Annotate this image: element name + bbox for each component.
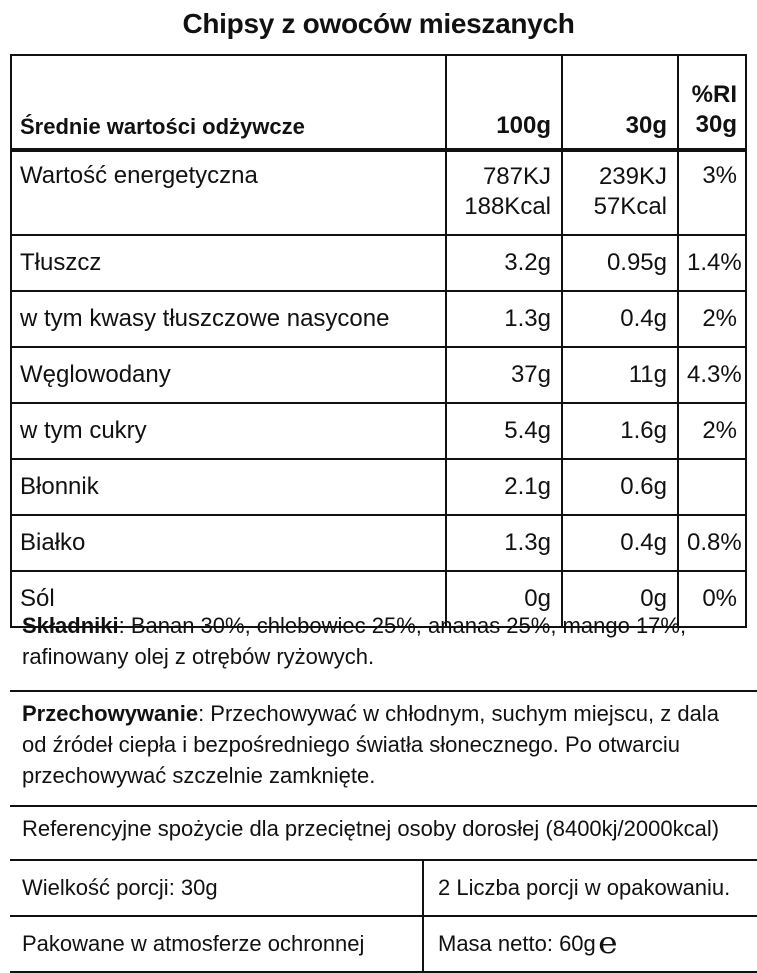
energy-per-100g-kcal: 188Kcal — [464, 193, 551, 220]
header-ri-line1: %RI — [691, 81, 737, 108]
nutrition-row — [12, 235, 745, 291]
ingredients-label: Składniki — [22, 613, 119, 638]
nutrient-per-100g: 1.3g — [446, 291, 562, 347]
nutrition-header-row — [12, 56, 745, 150]
nutrient-ri: 0.8% — [678, 515, 745, 571]
nutrient-per-30g: 11g — [562, 347, 678, 403]
nutrition-row — [12, 403, 745, 459]
nutrient-per-100g: 3.2g — [446, 235, 562, 291]
header-ri-line2: 30g — [695, 111, 737, 138]
reference-intake-note — [10, 807, 757, 861]
product-title: Chipsy z owoców mieszanych — [182, 8, 575, 39]
energy-per-30g — [562, 150, 678, 235]
nutrition-table-frame — [10, 54, 747, 628]
energy-per-30g-kcal: 57Kcal — [593, 193, 667, 220]
packaging-atmosphere: Pakowane w atmosferze ochronnej — [10, 917, 424, 971]
nutrient-per-100g: 5.4g — [446, 403, 562, 459]
nutrition-table — [12, 56, 745, 628]
ingredients-text: : Banan 30%, chlebowiec 25%, ananas 25%, mango 17%, rafinowany olej z otrębów ryżowych. — [22, 613, 687, 669]
nutrition-row — [12, 291, 745, 347]
nutrient-ri: 1.4% — [678, 235, 745, 291]
nutrient-ri — [678, 459, 745, 515]
nutrient-per-30g: 0.4g — [562, 515, 678, 571]
energy-per-100g-kj: 787KJ — [482, 163, 551, 190]
header-per-30g: 30g — [562, 56, 678, 150]
net-mass-text: Masa netto: 60g — [438, 931, 596, 956]
reference-intake-text: Referencyjne spożycie dla przeciętnej osoby dorosłej (8400kj/2000kcal) — [22, 816, 720, 841]
nutrition-row-energy — [12, 150, 745, 235]
portion-row — [10, 861, 757, 917]
energy-per-30g-kj: 239KJ — [598, 163, 667, 190]
nutrition-row — [12, 459, 745, 515]
header-per-100g: 100g — [446, 56, 562, 150]
nutrition-row — [12, 347, 745, 403]
nutrient-name: Tłuszcz — [12, 235, 446, 291]
nutrient-per-30g: 0.6g — [562, 459, 678, 515]
nutrient-per-30g: 0g — [562, 571, 678, 627]
header-label: Średnie wartości odżywcze — [12, 56, 446, 150]
nutrient-ri: 0% — [678, 571, 745, 627]
label-info-sections — [10, 604, 757, 973]
nutrient-per-100g: 1.3g — [446, 515, 562, 571]
nutrient-per-100g: 37g — [446, 347, 562, 403]
energy-ri: 3% — [678, 150, 745, 235]
storage-label: Przechowywanie — [22, 701, 199, 726]
portion-count: 2 Liczba porcji w opakowaniu. — [438, 875, 731, 900]
packaging-row — [10, 917, 757, 973]
nutrition-row — [12, 515, 745, 571]
nutrient-per-30g: 0.4g — [562, 291, 678, 347]
nutrient-ri: 2% — [678, 291, 745, 347]
storage-text: : Przechowywać w chłodnym, suchym miejscu, z dala od źródeł ciepła i bezpośredniego światła słonecznego. Po otwarciu przechowywać szczelnie zamknięte. — [22, 701, 719, 788]
ingredients-section — [10, 604, 757, 692]
portion-size: Wielkość porcji: 30g — [10, 861, 424, 915]
nutrient-per-30g: 0.95g — [562, 235, 678, 291]
header-ri — [678, 56, 745, 150]
storage-section — [10, 692, 757, 807]
energy-per-100g — [446, 150, 562, 235]
nutrient-name: Sól — [12, 571, 446, 627]
net-mass — [424, 917, 757, 971]
nutrient-name: Węglowodany — [12, 347, 446, 403]
nutrient-per-100g: 0g — [446, 571, 562, 627]
estimated-sign-icon: e — [597, 926, 618, 961]
energy-name: Wartość energetyczna — [12, 150, 446, 235]
nutrient-per-100g: 2.1g — [446, 459, 562, 515]
nutrient-name: Błonnik — [12, 459, 446, 515]
nutrient-name: Białko — [12, 515, 446, 571]
nutrient-ri: 2% — [678, 403, 745, 459]
nutrient-name: w tym kwasy tłuszczowe nasycone — [12, 291, 446, 347]
nutrient-ri: 4.3% — [678, 347, 745, 403]
nutrient-name: w tym cukry — [12, 403, 446, 459]
nutrient-per-30g: 1.6g — [562, 403, 678, 459]
